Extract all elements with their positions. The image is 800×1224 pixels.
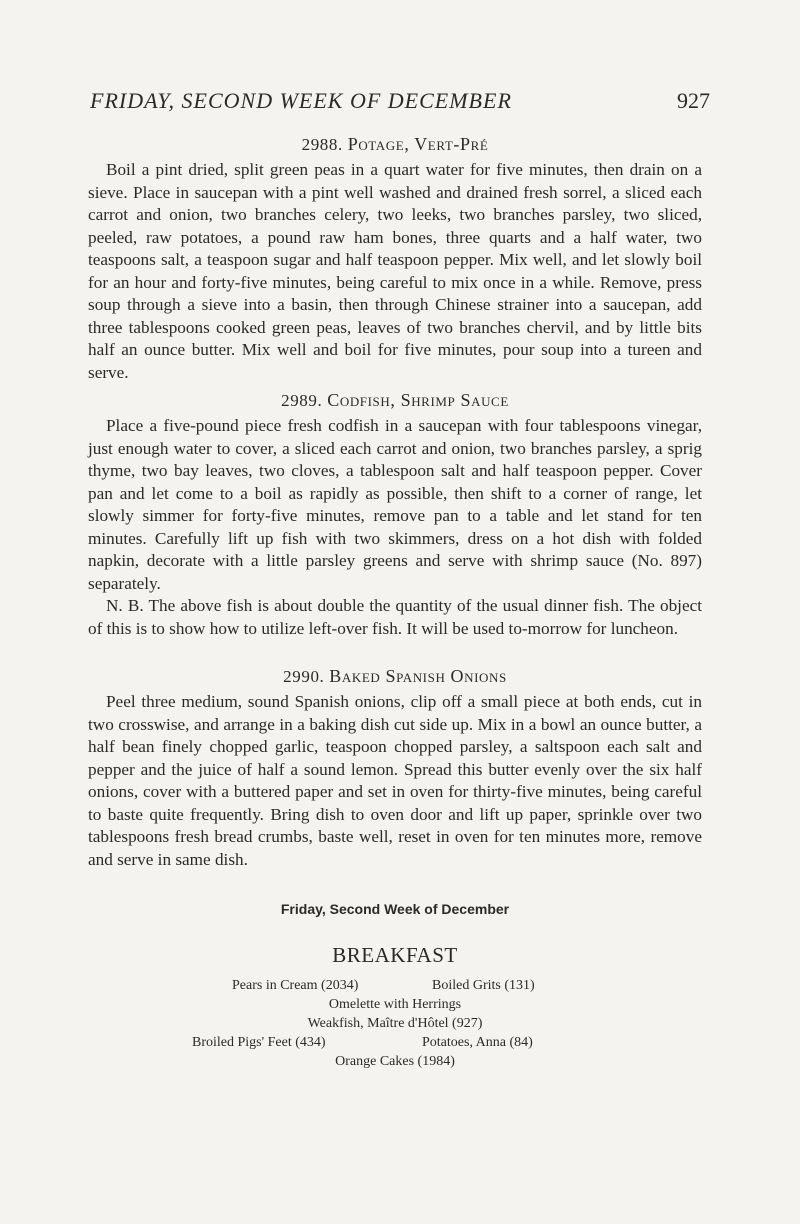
recipe-paragraph: Place a five-pound piece fresh codfish in a saucepan with four tablespoons vinegar, just enough water to cover, a sliced each carrot and onion, two branches parsley, a sprig thyme, two bay leaves, two cloves, a tablespoon salt and half teaspoon pepper. Cover pan and let come to a boil as rapidly as possible, then shift to a corner of range, let slowly simmer for forty-five minutes, remove pan to a table and let stand for ten minutes. Carefully lift up fish with two skimmers, dress on a hot dish with folded napkin, decorate with a little parsley greens and serve with shrimp sauce (No. 897) separately. — [88, 416, 702, 593]
recipe-paragraph: Peel three medium, sound Spanish onions, clip off a small piece at both ends, cut in two crosswise, and arrange in a baking dish cut side up. Mix in a bowl an ounce butter, a half bean finely chopped garlic, teaspoon chopped parsley, a saltspoon each salt and pepper and the juice of half a sound lemon. Spread this butter evenly over the six half onions, cover with a buttered paper and set in oven for thirty-five minutes, being careful to baste quite frequently. Bring dish to oven door and lift up paper, sprinkle over two tablespoons fresh bread crumbs, baste well, reset in oven for ten minutes more, remove and serve in same dish. — [88, 692, 702, 869]
page-number: 927 — [677, 88, 710, 113]
recipe-number: 2989. — [281, 391, 323, 410]
menu-row — [88, 995, 702, 1014]
menu-item: Boiled Grits (131) — [432, 978, 535, 993]
recipe-title-2989 — [88, 390, 702, 411]
menu-item: Potatoes, Anna (84) — [422, 1035, 533, 1050]
menu-item: Orange Cakes (1984) — [335, 1054, 455, 1069]
recipe-name: Baked Spanish Onions — [329, 666, 507, 686]
running-title: FRIDAY, SECOND WEEK OF DECEMBER — [90, 88, 512, 113]
page — [88, 88, 710, 1071]
menu-item: Weakfish, Maître d'Hôtel (927) — [307, 1016, 483, 1031]
menu-items — [88, 976, 702, 1071]
menu-row — [88, 1052, 702, 1071]
menu-item: Omelette with Herrings — [328, 997, 462, 1012]
recipe-name: Codfish, Shrimp Sauce — [327, 390, 509, 410]
recipe-name: Potage, Vert-Pré — [347, 134, 489, 154]
recipe-note: N. B. The above fish is about double the quantity of the usual dinner fish. The object of this is to show how to utilize left-over fish. It will be used to-morrow for luncheon. — [88, 596, 702, 638]
recipe-title-2990 — [88, 666, 702, 687]
menu-row — [88, 1033, 702, 1052]
running-head — [88, 88, 710, 118]
recipe-number: 2990. — [283, 667, 325, 686]
meal-title: BREAKFAST — [332, 943, 458, 967]
recipe-number: 2988. — [301, 135, 343, 154]
recipe-title-2988 — [88, 134, 702, 155]
menu-row — [88, 1014, 702, 1033]
recipe-paragraph: Boil a pint dried, split green peas in a quart water for five minutes, then drain on a sieve. Place in saucepan with a pint well washed and drained fresh sorrel, a sliced each carrot and onion, two branches celery, two leeks, two branches parsley, two sliced, peeled, raw potatoes, a pound raw ham bones, three quarts and a half water, two teaspoons salt, a teaspoon sugar and half teaspoon pepper. Mix well, and let slowly boil for an hour and forty-five minutes, being careful to mix once in a while. Remove, press soup through a sieve into a basin, then through Chinese strainer into a saucepan, add three tablespoons cooked green peas, leaves of two branches chervil, and by little bits half an ounce butter. Mix well and boil for five minutes, pour soup into a tureen and serve. — [88, 160, 702, 382]
menu-row — [88, 976, 702, 995]
menu-heading: Friday, Second Week of December — [280, 901, 510, 917]
menu-item: Pears in Cream (2034) — [232, 978, 359, 993]
menu-item: Broiled Pigs' Feet (434) — [192, 1035, 326, 1050]
